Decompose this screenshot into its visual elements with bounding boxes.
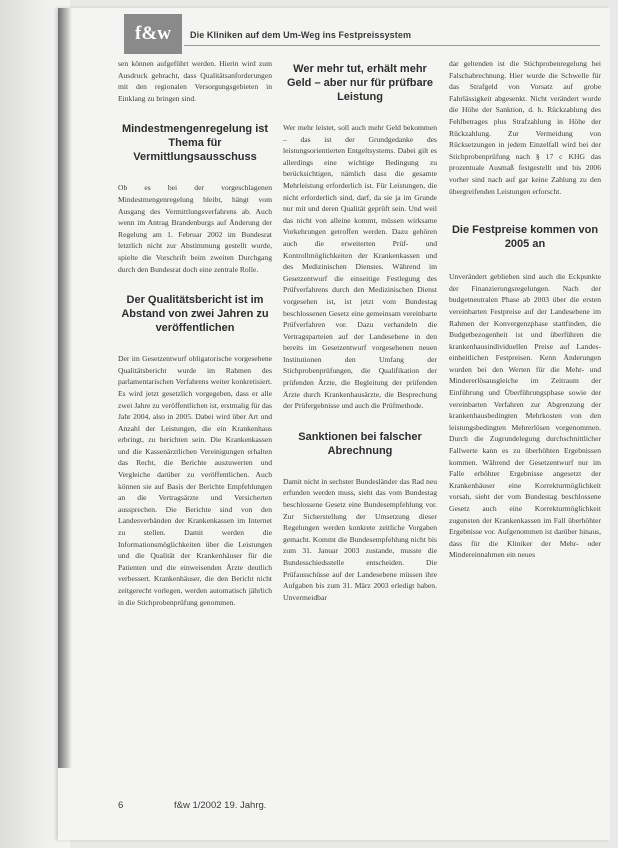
section-heading: Wer mehr tut, erhält mehr Geld – aber nur für prüfbare Leistung (286, 63, 434, 103)
issue-label: f&w 1/2002 19. Jahrg. (174, 800, 267, 811)
text-column-3 (449, 58, 601, 561)
section-heading: Mindestmengenregelung ist Thema für Vermittlungsausschuss (121, 123, 269, 164)
text-column-2 (283, 58, 437, 603)
paragraph: Der im Gesetzentwurf obligatorische vorgesehene Qualitätsbericht wurde im Rahmen des parlamentarischen Verfahrens weiter konkretisiert. Es wird jetzt gesetzlich vorgegeben, dass er alle zwei Jahre zu veröffentlichen ist, erstmalig für das Jahr 2004, also in 2005. Dabei wird über Art und Anzahl der Leistungen, die ein Krankenhaus erbringt, zu berichten sein. Die Krankenkassen und die Kassenärztlichen Vereinigungen erhalten das Recht, die Berichte auszuwerten und Vergleiche darüber zu veröffentlichen. Auch können sie auf Basis der Berichte Empfehlungen an die Vertragsärzte und Versicherten aussprechen. Die Berichte sind von den Landesverbänden der Krankenkassen im Internet zu stellen. Damit werden die Informationsmöglichkeiten über die Leistungen und die Qualität der Krankenhäuser für die Patienten und die einweisenden Ärzte deutlich verbessert. Krankenhäuser, die den Bericht nicht zeitgerecht vorlegen, werden automatisch jährlich in die Stichprobenprüfung genommen. (118, 354, 272, 607)
paragraph: dar geltenden ist die Stichprobenregelung bei Falschabrechnung. Hier wurde die Schwelle für das Strafgeld von Vorsatz auf grobe Fahrlässigkeit abgesenkt. Nicht verändert wurde die Höhe der Sanktion, d. h. Rückzahlung des Fehlbetrages plus Strafzahlung in Höhe der Rückzahlung. Zur Vermeidung von Rücksetzungen in jedem Einzelfall wird bei der Stichprobenprüfung nach § 17 c KHG das prozentuale Ausmaß festgestellt und bis 2006 vorher sind nach auf gar keine Zahlung zu den übergreifenden Leistungen erforscht. (449, 59, 601, 196)
paragraph: Wer mehr leistet, soll auch mehr Geld bekommen – das ist der Grundgedanke des leistungsorientierten Entgeltsystems. Dabei gilt es allerdings eine wichtige Bedingung zu berücksichtigen, nämlich dass die gesamte Mehrleistung erforderlich ist. Für Leistungen, die nicht erforderlich sind, darf, da sie ja im Grunde nur mit und deren Qualität geprüft sein. Und weil das nicht von alleine kommt, müssen wirksame Vorkehrungen getroffen werden. Dazu gehören auch die erweiterten Prüf- und Kontrollmöglichkeiten der Krankenkassen und des Medizinischen Dienstes. Während im Gesetzentwurf die einseitige Festlegung des Prüfverfahrens durch den Medizinischen Dienst vorgesehen ist, ist jetzt vom Bundestag beschlossenen Gesetz eine gemeinsam vereinbarte Prüfverfahren vor. Dazu verhandeln die Vertragsparteien auf der Landesebene in den bereits im Gesetzentwurf vorgesehenen neuen Institutionen den Umfang der Stichprobenprüfungen, die Qualifikation der prüfenden Ärzte, die Begleitung der prüfenden Ärzte durch Krankenhausärzte, die Besprechung der Prüfergebnisse und auch die Prüfmethode. (283, 123, 437, 411)
section-heading: Sanktionen bei falscher Abrechnung (298, 430, 422, 457)
magazine-logo: f&w (124, 14, 182, 54)
section-heading: Der Qualitätsbericht ist im Abstand von zwei Jahren zu veröffentlichen (121, 294, 269, 335)
paragraph: Damit nicht in sechster Bundesländer das Rad neu erfunden werden muss, sieht das vom Bundestag beschlossene Gesetz eine Bundesempfehlung vor. Zur Sicherstellung der Umsetzung dieser Regelungen werden konkrete zeitliche Vorgaben gemacht. Kommt die Bundesempfehlung nicht bis zum 31. Januar 2003 zustande, musste die Bundesschiedsstelle entscheiden. Die Prüfausschüsse auf der Landesebene müssen ihre Aufgaben bis zum 31. März 2003 erledigt haben. Unvermeidbar (283, 476, 437, 602)
paragraph: Unverändert geblieben sind auch die Eckpunkte der Finanzierungsregelungen. Nach der budgetneutralen Phase ab 2003 über die ersten vereinbarten Festpreise auf der Landesebene im Rahmen der Konvergenzphase stattfinden, die Budgetbezogenheit ist und überführen die krankenhausindividuellen Preise auf Landes-einheitlichen Festpreisen. Kenn Änderungen wurden bei den Werten für die Mehr- und Mindererlösausgleiche im Zeitraum der Einführung und Überführungsphase sowie der vereinbarten Verfahren zur Abgrenzung der krankenhausbedingten Mehrkosten von den leistungsbedingten Mehrerlösen vorgenommen. Durch die Zugrundelegung durchschnittlicher Fallwerte kann es zu überhöhten Ergebnissen kommen. Während der Gesetzentwurf nur im Falle erhöhter Ergebnisse angesetzt der Krankenhäuser eine Korrekturmöglichkeit vorsah, sieht der vom Bundestag beschlossene Gesetz auch eine Korrekturmöglichkeit zugunsten der Krankenkassen im Fall überhöhter Ergebnisse vor. Aufgenommen ist darüber hinaus, dass für die Kliniker der Mehr- oder Mindereinnahmen ein neues (449, 272, 601, 560)
text-column-1 (118, 58, 272, 608)
page-binding-shadow (58, 8, 72, 768)
paragraph: sen können aufgeführt werden. Hierin wird zum Ausdruck gebracht, dass Qualitätsanforderungen mit den regionalen Versorgungsgebieten in Einklang zu bringen sind. (118, 59, 272, 103)
running-header-title: Die Kliniken auf dem Um-Weg ins Festpreissystem (190, 30, 412, 40)
paragraph: Ob es bei der vorgeschlagenen Mindestmengenregelung bleibt, hängt vom Ausgang des Vermittlungsverfahrens ab. Auch wenn im Antrag Brandenburgs auf Änderung der Regelung am 1. Februar 2002 im Bundesrat letztlich nicht zur Abstimmung gestellt wurde, spielte die Vorschrift beim zweiten Durchgang durch den Bundesrat doch eine zentrale Rolle. (118, 183, 272, 274)
section-heading: Die Festpreise kommen von 2005 an (451, 224, 599, 251)
page-number: 6 (118, 800, 124, 811)
